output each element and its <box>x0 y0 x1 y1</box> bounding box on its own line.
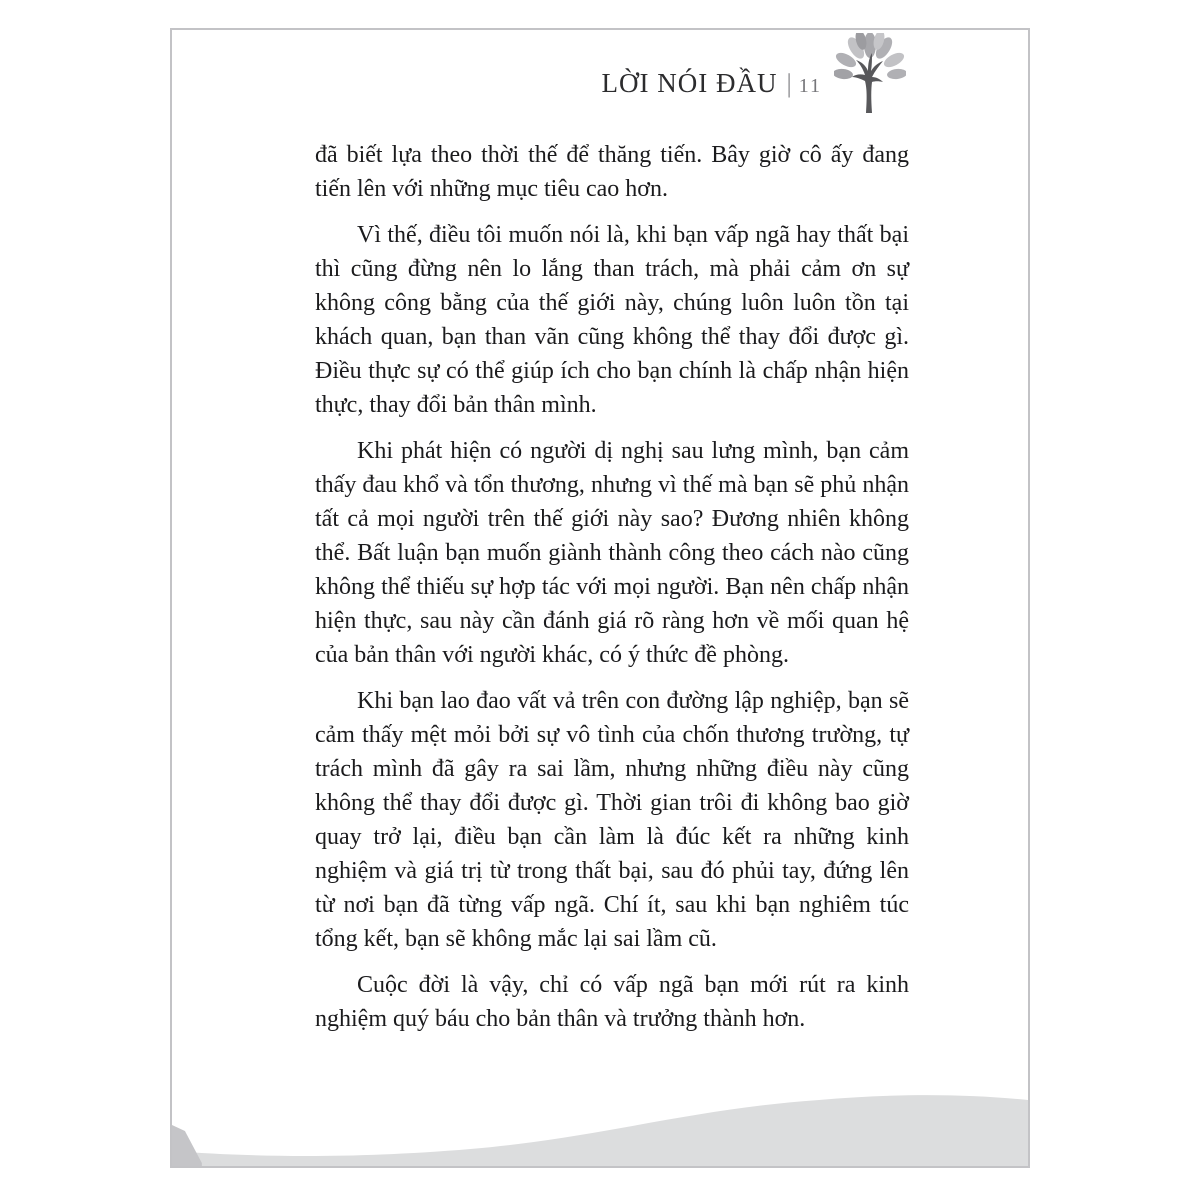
paragraph: đã biết lựa theo thời thế để thăng tiến. Bây giờ cô ấy đang tiến lên với những mục tiêu cao hơn. <box>315 142 909 202</box>
text-column <box>315 138 909 1048</box>
header-separator: | <box>786 68 792 98</box>
paragraph: Khi phát hiện có người dị nghị sau lưng mình, bạn cảm thấy đau khổ và tổn thương, nhưng vì thế mà bạn sẽ phủ nhận tất cả mọi người trên thế giới này sao? Đương nhiên không thể. Bất luận bạn muốn giành thành công theo cách nào cũng không thể thiếu sự hợp tác với mọi người. Bạn nên chấp nhận hiện thực, sau này cần đánh giá rõ ràng hơn về mối quan hệ của bản thân với người khác, có ý thức đề phòng. <box>315 438 909 668</box>
chapter-title: LỜI NÓI ĐẦU <box>601 67 778 98</box>
tree-icon <box>834 33 906 113</box>
book-page <box>170 28 1030 1168</box>
paragraph: Cuộc đời là vậy, chỉ có vấp ngã bạn mới rút ra kinh nghiệm quý báu cho bản thân và trưởng thành hơn. <box>315 972 909 1032</box>
bottom-wave-decoration <box>172 1091 1028 1166</box>
page-curl <box>172 1125 202 1166</box>
paragraph: Khi bạn lao đao vất vả trên con đường lập nghiệp, bạn sẽ cảm thấy mệt mỏi bởi sự vô tình của chốn thương trường, tự trách mình đã gây ra sai lầm, nhưng những điều này cũng không thể thay đổi được gì. Thời gian trôi đi không bao giờ quay trở lại, điều bạn cần làm là đúc kết ra những kinh nghiệm và giá trị từ trong thất bại, sau đó phủi tay, đứng lên từ nơi bạn đã từng vấp ngã. Chí ít, sau khi bạn nghiêm túc tổng kết, bạn sẽ không mắc lại sai lầm cũ. <box>315 688 909 952</box>
page-number: 11 <box>798 74 822 97</box>
header-text <box>602 68 822 99</box>
paragraph: Vì thế, điều tôi muốn nói là, khi bạn vấp ngã hay thất bại thì cũng đừng nên lo lắng than trách, mà phải cảm ơn sự không công bằng của thế giới này, chúng luôn luôn tồn tại khách quan, bạn than vãn cũng không thể thay đổi được gì. Điều thực sự có thể giúp ích cho bạn chính là chấp nhận hiện thực, thay đổi bản thân mình. <box>315 222 909 418</box>
page-header <box>602 32 906 118</box>
